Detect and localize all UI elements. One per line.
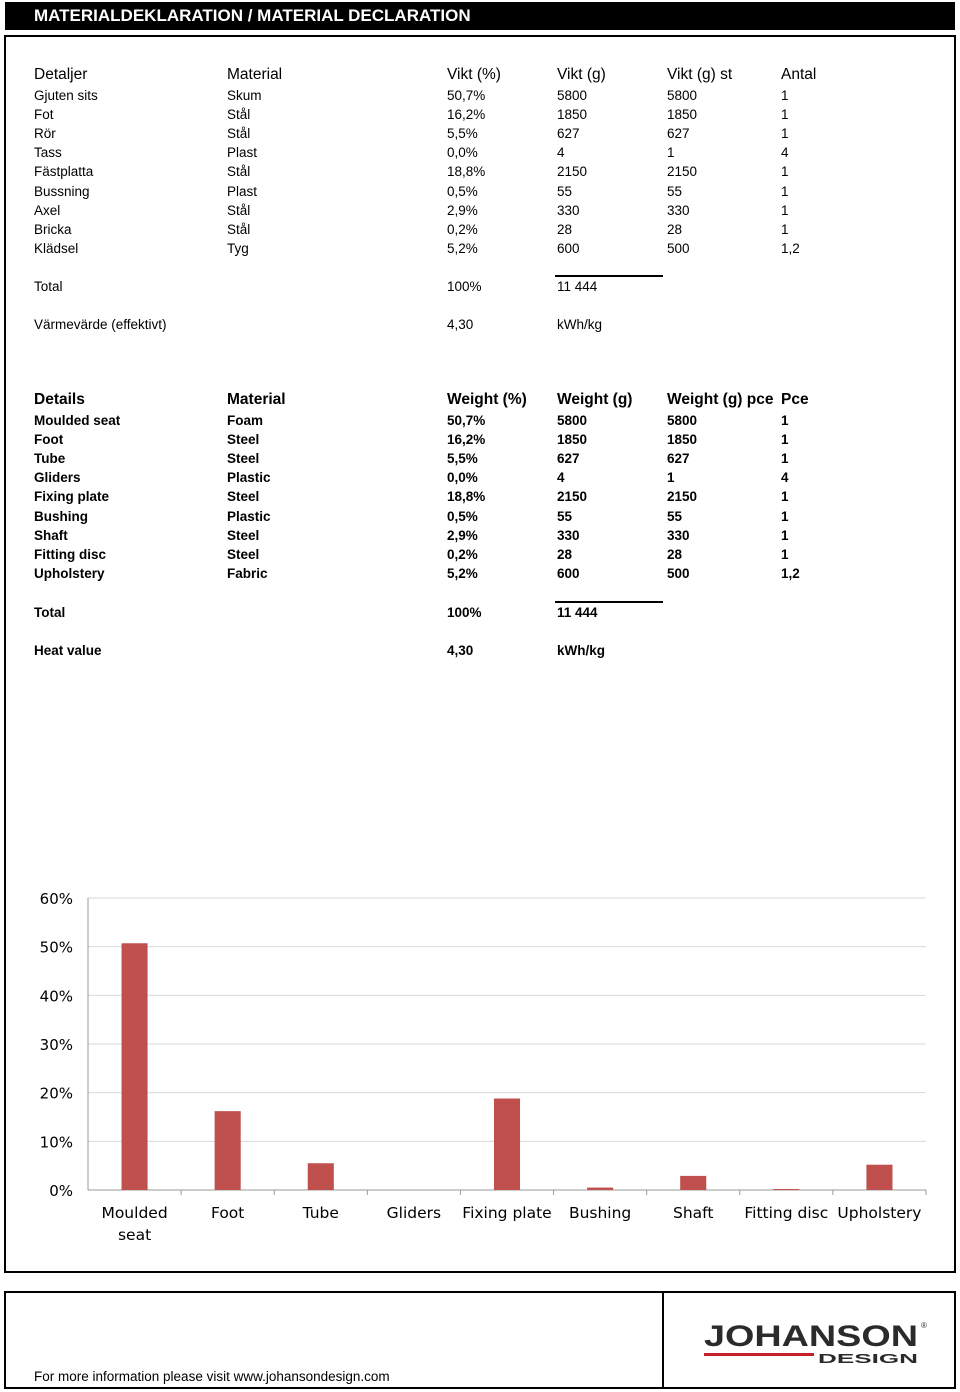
weight-percent-bar-chart [30,880,930,1250]
logo-red-stripe [704,1353,814,1356]
y-tick-label: 0% [49,1182,73,1200]
table-cell: Plast [227,145,258,161]
table-cell: Steel [227,489,260,505]
table-cell: 28 [667,546,683,562]
total-grams: 11 444 [557,279,598,294]
table-cell: 2150 [667,164,698,180]
x-tick-label: Gliders [386,1204,442,1222]
bar [122,943,148,1190]
table-cell: Shaft [34,527,68,543]
table-row [0,545,960,564]
table-cell: Moulded seat [34,413,121,428]
table-row [0,239,960,258]
table-cell: 0,2% [447,546,478,562]
bar [308,1163,334,1190]
table-cell: 0,5% [447,508,478,524]
table-cell: Plastic [227,508,271,524]
column-header: Details [34,391,85,408]
table-cell: 1850 [667,107,698,123]
table-cell: 5,5% [447,126,478,142]
table-cell: 1 [781,508,789,524]
column-header: Weight (g) [557,391,633,408]
table-cell: 2150 [557,489,588,505]
table-cell: Steel [227,546,260,562]
bar [680,1176,706,1190]
table-cell: Plast [227,183,258,199]
table-row [0,86,960,105]
table-cell: 627 [667,451,690,467]
table-cell: Klädsel [34,240,79,256]
logo-sub-text: DESIGN [818,1351,918,1366]
heat-label: Heat value [34,643,102,658]
x-tick-label: Fixing plate [462,1204,552,1222]
table-cell: Tyg [227,240,249,256]
table-cell: 2150 [557,164,588,180]
table-row [0,564,960,583]
x-tick-label: Bushing [568,1204,632,1222]
table-cell: 0,5% [447,183,478,199]
heat-unit: kWh/kg [557,643,606,658]
table-cell: 1,2 [781,565,800,581]
column-header: Material [227,66,283,83]
table-cell: Skum [227,88,262,103]
table-cell: 4 [557,145,565,161]
page-title: MATERIALDEKLARATION / MATERIAL DECLARATION [5,2,955,30]
table-cell: 1850 [557,107,588,123]
table-cell: 1 [781,202,789,218]
x-tick-label: Upholstery [837,1204,922,1222]
table-cell: Fabric [227,565,268,581]
column-header: Weight (%) [447,391,527,408]
table-cell: Stål [227,164,251,180]
table-row [0,411,960,430]
table-cell: Stål [227,221,251,237]
total-label: Total [34,605,66,620]
table-cell: 1,2 [781,240,800,256]
table-cell: Bricka [34,221,72,237]
table-row [0,143,960,162]
y-tick-label: 10% [39,1133,73,1152]
y-tick-label: 20% [39,1084,73,1103]
johanson-design-logo [700,1316,930,1368]
table-cell: 5800 [557,88,588,103]
logo-main-text: JOHANSON [704,1320,918,1353]
x-tick-label: Tube [302,1204,339,1222]
table-cell: 500 [667,240,690,256]
table-cell: 55 [667,508,683,524]
table-cell: 1 [781,546,789,562]
total-grams: 11 444 [557,605,598,620]
table-cell: Gjuten sits [34,88,98,103]
table-cell: 55 [557,183,573,199]
table-cell: Upholstery [34,565,105,581]
table-cell: 330 [557,202,580,218]
table-cell: Steel [227,432,260,448]
table-cell: Rör [34,126,56,142]
table-cell: 50,7% [447,88,486,103]
total-percent: 100% [447,279,482,294]
column-header: Pce [781,391,809,408]
table-cell: 1 [781,164,789,180]
bar [215,1111,241,1190]
table-cell: Steel [227,527,260,543]
english-total-row [0,603,960,622]
table-cell: 5800 [667,413,698,428]
bar [587,1188,613,1190]
table-cell: Fot [34,107,54,123]
table-cell: 16,2% [447,107,486,123]
table-cell: 2,9% [447,202,478,218]
heat-value: 4,30 [447,317,474,332]
table-cell: 16,2% [447,432,486,448]
table-cell: 0,0% [447,470,478,486]
table-header-row [0,390,960,409]
y-tick-label: 40% [39,987,73,1006]
table-cell: Foot [34,432,64,448]
table-cell: Bushing [34,508,88,524]
table-cell: Bussning [34,183,90,199]
table-cell: 1 [781,107,789,123]
table-cell: 18,8% [447,164,486,180]
swedish-heat-row [0,315,960,334]
table-cell: 5,2% [447,240,478,256]
y-tick-label: 50% [39,938,73,957]
heat-label: Värmevärde (effektivt) [34,317,167,332]
english-heat-row [0,641,960,660]
logo-registered-mark: ® [921,1321,927,1330]
table-cell: 1 [781,183,789,199]
bar [773,1189,799,1190]
table-cell: 4 [781,145,789,161]
table-cell: 28 [557,546,573,562]
table-cell: 2,9% [447,527,478,543]
column-header: Material [227,391,286,408]
table-cell: Fitting disc [34,546,106,562]
table-cell: 1850 [667,432,698,448]
table-cell: 627 [557,451,580,467]
table-row [0,182,960,201]
table-cell: Steel [227,451,260,467]
table-cell: 627 [557,126,580,142]
table-cell: Plastic [227,470,271,486]
table-row [0,449,960,468]
table-cell: Tass [34,145,62,161]
table-cell: 4 [557,470,565,486]
table-header-row [0,65,960,84]
table-cell: 330 [667,527,690,543]
table-row [0,105,960,124]
table-row [0,468,960,487]
table-cell: 1 [781,413,789,428]
table-cell: Axel [34,202,61,218]
table-cell: 627 [667,126,690,142]
table-cell: 330 [667,202,690,218]
table-cell: 1 [781,527,789,543]
table-cell: Fixing plate [34,489,110,505]
table-row [0,526,960,545]
table-cell: 28 [557,221,573,237]
y-tick-label: 60% [39,890,73,908]
x-tick-label: Fitting disc [744,1204,829,1222]
footer-divider [662,1291,664,1389]
table-cell: 50,7% [447,413,486,428]
table-cell: 330 [557,527,580,543]
column-header: Vikt (g) st [667,66,733,83]
swedish-total-row [0,277,960,296]
column-header: Vikt (%) [447,66,501,83]
total-label: Total [34,279,63,294]
table-cell: Foam [227,413,264,428]
table-cell: 4 [781,470,789,486]
table-cell: Gliders [34,470,81,486]
table-cell: 600 [557,240,580,256]
table-row [0,220,960,239]
x-tick-label: Moulded seat [101,1204,168,1244]
table-cell: 1 [781,451,789,467]
table-cell: 1 [781,432,789,448]
table-cell: Stål [227,126,251,142]
table-cell: 28 [667,221,683,237]
x-tick-label: Shaft [673,1204,714,1222]
table-cell: 55 [667,183,683,199]
table-cell: Stål [227,202,251,218]
table-cell: 0,2% [447,221,478,237]
table-row [0,507,960,526]
table-cell: 0,0% [447,145,478,161]
table-cell: 1 [781,221,789,237]
table-cell: Fästplatta [34,164,94,180]
bar [494,1099,520,1190]
table-row [0,201,960,220]
table-cell: 18,8% [447,489,486,505]
table-cell: 5,2% [447,565,478,581]
table-row [0,162,960,181]
column-header: Detaljer [34,66,88,83]
column-header: Weight (g) pce [667,391,774,408]
table-cell: 1850 [557,432,588,448]
y-tick-label: 30% [39,1036,73,1054]
heat-unit: kWh/kg [557,317,603,332]
table-cell: 1 [781,88,789,103]
table-row [0,487,960,506]
table-cell: 1 [667,145,675,161]
table-cell: 5,5% [447,451,478,467]
total-percent: 100% [447,605,482,620]
table-cell: 600 [557,565,580,581]
table-cell: Tube [34,451,66,467]
column-header: Antal [781,66,817,83]
table-cell: 5800 [557,413,588,428]
footer-info-text: For more information please visit www.johansondesign.com [34,1369,390,1384]
table-cell: 5800 [667,88,698,103]
heat-value: 4,30 [447,643,474,658]
column-header: Vikt (g) [557,66,606,83]
table-row [0,124,960,143]
x-tick-label: Foot [210,1204,245,1222]
table-cell: Stål [227,107,251,123]
table-cell: 1 [667,470,675,486]
table-cell: 2150 [667,489,698,505]
bar [866,1165,892,1190]
table-cell: 500 [667,565,690,581]
table-cell: 55 [557,508,573,524]
table-row [0,430,960,449]
table-cell: 1 [781,126,789,142]
table-cell: 1 [781,489,789,505]
